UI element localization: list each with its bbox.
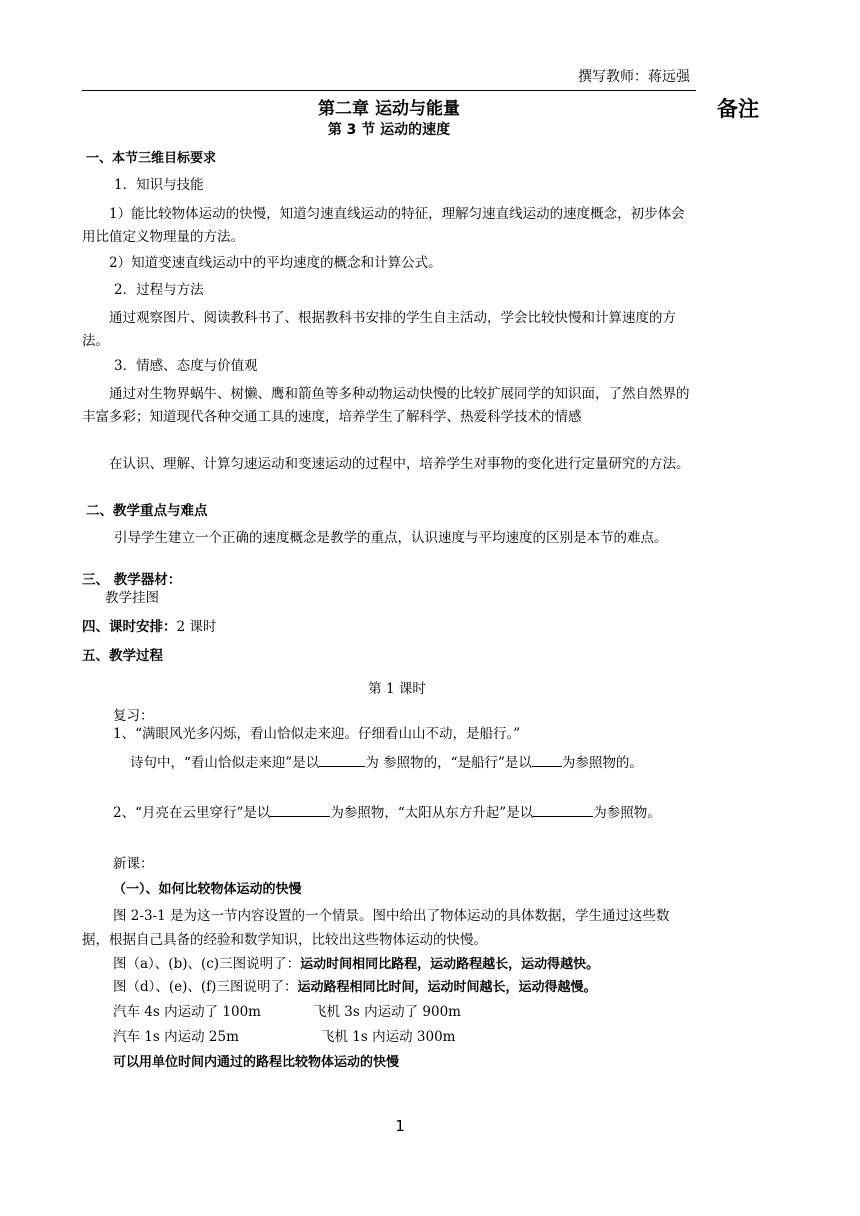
emotion-text-2: 在认识、理解、计算匀速运动和变速运动的过程中，培养学生对事物的变化进行定量研究的方法。 [109, 456, 690, 472]
answer-blank-3[interactable] [270, 802, 330, 817]
schedule-value: 2 课时 [176, 619, 217, 635]
figure-description: 图 2-3-1 是为这一节内容设置的一个情景。图中给出了物体运动的具体数据，学生通过这些数据，根据自己具备的经验和数学知识，比较出这些物体运动的快慢。 [82, 908, 670, 948]
conclusion-text: 可以用单位时间内通过的路程比较物体运动的快慢 [113, 1055, 400, 1070]
question-2 [82, 801, 696, 825]
heading-process: 五、教学过程 [82, 648, 163, 664]
section-title: 第 3 节 运动的速度 [327, 122, 451, 138]
equipment-text: 教学挂图 [105, 590, 159, 606]
knowledge-item-1: 1）能比较物体运动的快慢，知道匀速直线运动的特征，理解匀速直线运动的速度概念，初步体会用比值定义物理量的方法。 [82, 206, 685, 245]
def-line [113, 976, 703, 999]
heading-keypoints: 二、教学重点与难点 [86, 503, 208, 519]
process-text: 通过观察图片、阅读教科书了、根据教科书安排的学生自主活动，学会比较快慢和计算速度的方法。 [82, 310, 676, 349]
q2-text-c: 为参照物。 [593, 805, 661, 821]
abc-conclusion: 运动时间相同比路程，运动路程越长，运动得越快。 [300, 957, 600, 972]
answer-blank-1[interactable] [319, 752, 365, 767]
car-1s: 汽车 1s 内运动 25m [113, 1029, 239, 1045]
knowledge-item-2: 2）知道变速直线运动中的平均速度的概念和计算公式。 [109, 255, 442, 271]
q2-text-a: 2、“月亮在云里穿行”是以 [113, 805, 271, 821]
abc-prefix: 图（a）、(b)、(c)三图说明了： [113, 956, 301, 972]
plane-1s: 飞机 1s 内运动 300m [321, 1029, 456, 1045]
plane-3s: 飞机 3s 内运动了 900m [313, 1004, 461, 1020]
question-1: 1、“满眼风光多闪烁，看山恰似走来迎。仔细看山山不动，是船行。” [113, 726, 521, 742]
process-title: 2．过程与方法 [114, 282, 204, 298]
chapter-title: 第二章 运动与能量 [318, 99, 460, 119]
emotion-text-1: 通过对生物界蜗牛、树懒、鹰和箭鱼等多种动物运动快慢的比较扩展同学的知识面，了然自然界的丰富多彩；知道现代各种交通工具的速度，培养学生了解科学、热爱科学技术的情感 [82, 386, 690, 425]
author-credit: 撰写教师：蒋远强 [578, 69, 690, 85]
subheading-compare: （一）、如何比较物体运动的快慢 [113, 882, 302, 897]
heading-equipment: 三、 教学器材： [82, 572, 182, 588]
new-lesson-label: 新课： [113, 856, 154, 872]
emotion-title: 3．情感、态度与价值观 [114, 358, 258, 374]
answer-blank-4[interactable] [533, 802, 593, 817]
heading-schedule: 四、课时安排： [82, 619, 177, 635]
def-conclusion: 运动路程相同比时间，运动时间越长，运动得越慢。 [297, 980, 597, 995]
remarks-label: 备注 [717, 97, 759, 121]
q2-text-b: 为参照物，“太阳从东方升起”是以 [330, 805, 534, 821]
page-number: 1 [395, 1117, 405, 1135]
q1-text-c: 为参照物的。 [561, 755, 643, 771]
q1-text-b: 为 参照物的，“是船行”是以 [365, 755, 532, 771]
answer-blank-2[interactable] [532, 752, 562, 767]
schedule-line [82, 616, 696, 639]
question-1-answer [82, 751, 696, 775]
heading-objectives: 一、本节三维目标要求 [86, 151, 217, 166]
car-4s: 汽车 4s 内运动了 100m [113, 1004, 261, 1020]
header-rule [82, 90, 696, 91]
knowledge-title: 1．知识与技能 [114, 177, 204, 193]
keypoints-text: 引导学生建立一个正确的速度概念是教学的重点，认识速度与平均速度的区别是本节的难点。 [114, 530, 668, 546]
abc-line [113, 953, 703, 976]
def-prefix: 图（d）、(e)、(f)三图说明了： [113, 979, 298, 995]
lesson-period: 第 1 课时 [368, 681, 426, 697]
q1-text-a: 诗句中，“看山恰似走来迎”是以 [130, 755, 320, 771]
review-label: 复习： [113, 708, 154, 724]
